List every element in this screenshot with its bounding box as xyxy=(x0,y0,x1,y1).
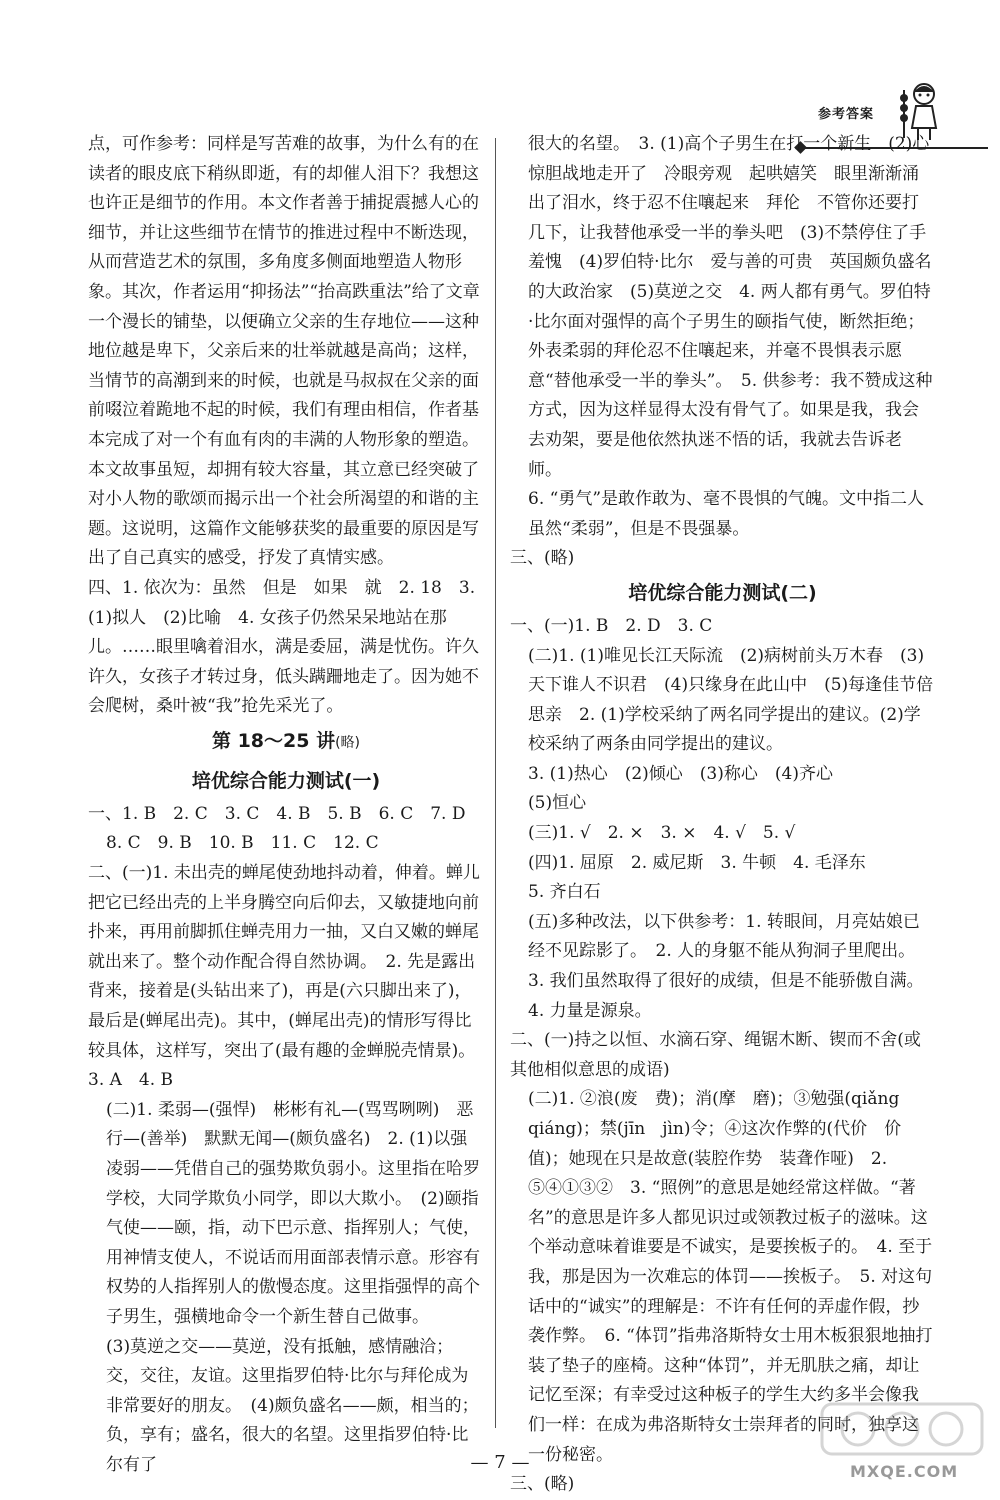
test1-choice-answers-2: 8. C 9. B 10. B 11. C 12. C xyxy=(106,833,379,854)
test2-rewrite: (五)多种改法，以下供参考：1. 转眼间，月亮姑娘已经不见踪影了。 2. 人的身躯不能从狗洞子里爬出。 3. 我们虽然取得了很好的成绩，但是不能骄傲自满。 4. 力量是源泉。 xyxy=(528,911,933,1021)
test2-section-3: 三、(略) xyxy=(510,1474,575,1495)
section-heading-test-2: 培优综合能力测试(二) xyxy=(628,581,817,604)
test2-part-1-words-cont: (5)恒心 xyxy=(528,793,587,814)
test2-people: (四)1. 屈原 2. 威尼斯 3. 牛顿 4. 毛泽东 xyxy=(528,852,866,873)
test1-reading-part-2-end: 很大的名望。 3. (1)高个子男生在打一个新生 (2)心惊胆战地走开了 冷眼旁观 起哄嬉笑 眼里渐渐涌出了泪水，终于忍不住嚷起来 拜伦 不管你还要打几下，让我替他承受一半的拳头吧 (3)不禁停住了手 羞愧 (4)罗伯特·比尔 爱与善的可贵 英国颇负盛名的大政治家 (5)莫逆之交 4. 两人都有勇气。罗伯特·比尔面对强悍的高个子男生的颐指气使，断然拒绝；外表柔弱的拜伦忍不住嚷起来，并毫不畏惧表示愿意“替他承受一半的拳头”。 5. 供参考：我不赞成这种方式，因为这样显得太没有骨气了。如果是我，我会去劝架，要是他依然执迷不悟的话，我就去告诉老师。 xyxy=(528,134,944,480)
lectures-heading-suffix: (略) xyxy=(335,734,361,751)
test1-reading-part-2: (二)1. 柔弱—(强悍) 彬彬有礼—(骂骂咧咧) 恶行—(善举) 默默无闻—(颇负盛名) 2. (1)以强凌弱——凭借自己的强势欺负弱小。这里指在哈罗学校，大同学欺负小同学，即以大欺小。 (2)颐指气使——颐，指，动下巴示意、指挥别人；气使，用神情支使人，不说话而用面部表情示意。形容有权势的人指挥别人的傲慢态度。这里指强悍的高个子男生，强横地命令一个新生替自己做事。 xyxy=(106,1099,480,1327)
right-column xyxy=(510,130,944,1500)
header-label: 参考答案 xyxy=(818,107,875,122)
test1-section-3: 三、(略) xyxy=(510,548,575,569)
left-column xyxy=(88,130,484,1481)
test2-part-2-reading: (二)1. ②浪(废 费)；消(摩 磨)；③勉强(qiǎng qiáng)；禁(jīn jìn)令；④这次作弊的(代价 价值)；她现在只是故意(装腔作势 装聋作哑) 2. ⑤④①③② 3. “照例”的意思是她经常这样做。“著名”的意思是许多人都见识过或领教过板子的滋味。这个举动意味着谁要是不诚实，是要挨板子的。 4. 至于我，那是因为一次难忘的体罚——挨板子。 5. 对这句话中的“诚实”的理解是：不许有任何的弄虚作假，抄袭作弊。 6. “体罚”指弗洛斯特女士用木板狠狠地抽打装了垫子的座椅。这种“体罚”，并无肌肤之痛，却让记忆至深；有幸受过这种板子的学生大约多半会像我们一样：在成为弗洛斯特女士崇拜者的同时，独享这一份秘密。 xyxy=(528,1089,933,1465)
lectures-heading-text: 第 18～25 讲 xyxy=(211,729,336,752)
column-divider xyxy=(495,138,496,1428)
test2-true-false: (三)1. √ 2. × 3. × 4. √ 5. √ xyxy=(528,823,796,844)
test1-choice-answers-1: 一、1. B 2. C 3. C 4. B 5. B 6. C 7. D xyxy=(88,803,466,824)
test2-part-1-words: 3. (1)热心 (2)倾心 (3)称心 (4)齐心 xyxy=(528,763,833,784)
test1-reading-part-2-cont: (3)莫逆之交——莫逆，没有抵触，感情融洽；交，交往，友谊。这里指罗伯特·比尔与拜伦成为非常要好的朋友。 (4)颇负盛名——颇，相当的；负，享有；盛名，很大的名望。这里指罗伯特·比尔有了 xyxy=(106,1336,479,1475)
test1-courage-answer: 6. “勇气”是敢作敢为、毫不畏惧的气魄。文中指二人虽然“柔弱”，但是不畏强暴。 xyxy=(528,489,925,539)
test2-part-2-idioms: 二、(一)持之以恒、水滴石穿、绳锯木断、锲而不舍(或其他相似意思的成语) xyxy=(510,1030,921,1080)
test2-people-cont: 5. 齐白石 xyxy=(528,882,601,903)
answer-section-4: 四、1. 依次为：虽然 但是 如果 就 2. 18 3. (1)拟人 (2)比喻 4. 女孩子仍然呆呆地站在那儿。……眼里噙着泪水，满是委屈，满是忧伤。许久许久，女孩子才转过身，低头蹒跚地走了。因为她不会爬树，桑叶被“我”抢先采光了。 xyxy=(88,577,479,717)
section-heading-lectures xyxy=(88,722,484,762)
section-heading-test-1: 培优综合能力测试(一) xyxy=(191,769,381,792)
test1-reading-part-1: 二、(一)1. 未出壳的蝉尾使劲地抖动着，伸着。蝉儿把它已经出壳的上半身腾空向后仰去，又敏捷地向前扑来，再用前脚抓住蝉壳用力一抽，又白又嫩的蝉尾就出来了。整个动作配合得自然协调。 2. 先是露出背来，接着是(头钻出来了)，再是(六只脚出来了)，最后是(蝉尾出壳)。其中，(蝉尾出壳)的情形写得比较具体，这样写，突出了(最有趣的金蝉脱壳情景)。 3. A 4. B xyxy=(88,863,484,1091)
test2-part-1-choices: 一、(一)1. B 2. D 3. C xyxy=(510,615,713,636)
test2-part-1-poems: (二)1. (1)唯见长江天际流 (2)病树前头万木春 (3)天下谁人不识君 (4)只缘身在此山中 (5)每逢佳节倍思亲 2. (1)学校采纳了两名同学提出的建议。(2)学校采纳了两条由同学提出的建议。 xyxy=(528,645,934,755)
essay-comment-paragraph: 点，可作参考：同样是写苦难的故事，为什么有的在读者的眼皮底下稍纵即逝，有的却催人泪下？我想这也许正是细节的作用。本文作者善于捕捉震撼人心的细节，并让这些细节在情节的推进过程中不断迭现，从而营造艺术的氛围，多角度多侧面地塑造人物形象。其次，作者运用“抑扬法”“抬高跌重法”给了文章一个漫长的铺垫，以便确立父亲的生存地位——这种地位越是卑下，父亲后来的壮举就越是高尚；这样，当情节的高潮到来的时候，也就是马叔叔在父亲的面前啜泣着跪地不起的时候，我们有理由相信，作者基本完成了对一个有血有肉的丰满的人物形象的塑造。本文故事虽短，却拥有较大容量，其立意已经突破了对小人物的歌颂而揭示出一个社会所渴望的和谐的主题。这说明，这篇作文能够获奖的最重要的原因是写出了自己真实的感受，抒发了真情实感。 xyxy=(88,134,480,569)
watermark-text: MXQE.COM xyxy=(850,1462,959,1481)
page-number: — 7 — xyxy=(470,1452,530,1473)
